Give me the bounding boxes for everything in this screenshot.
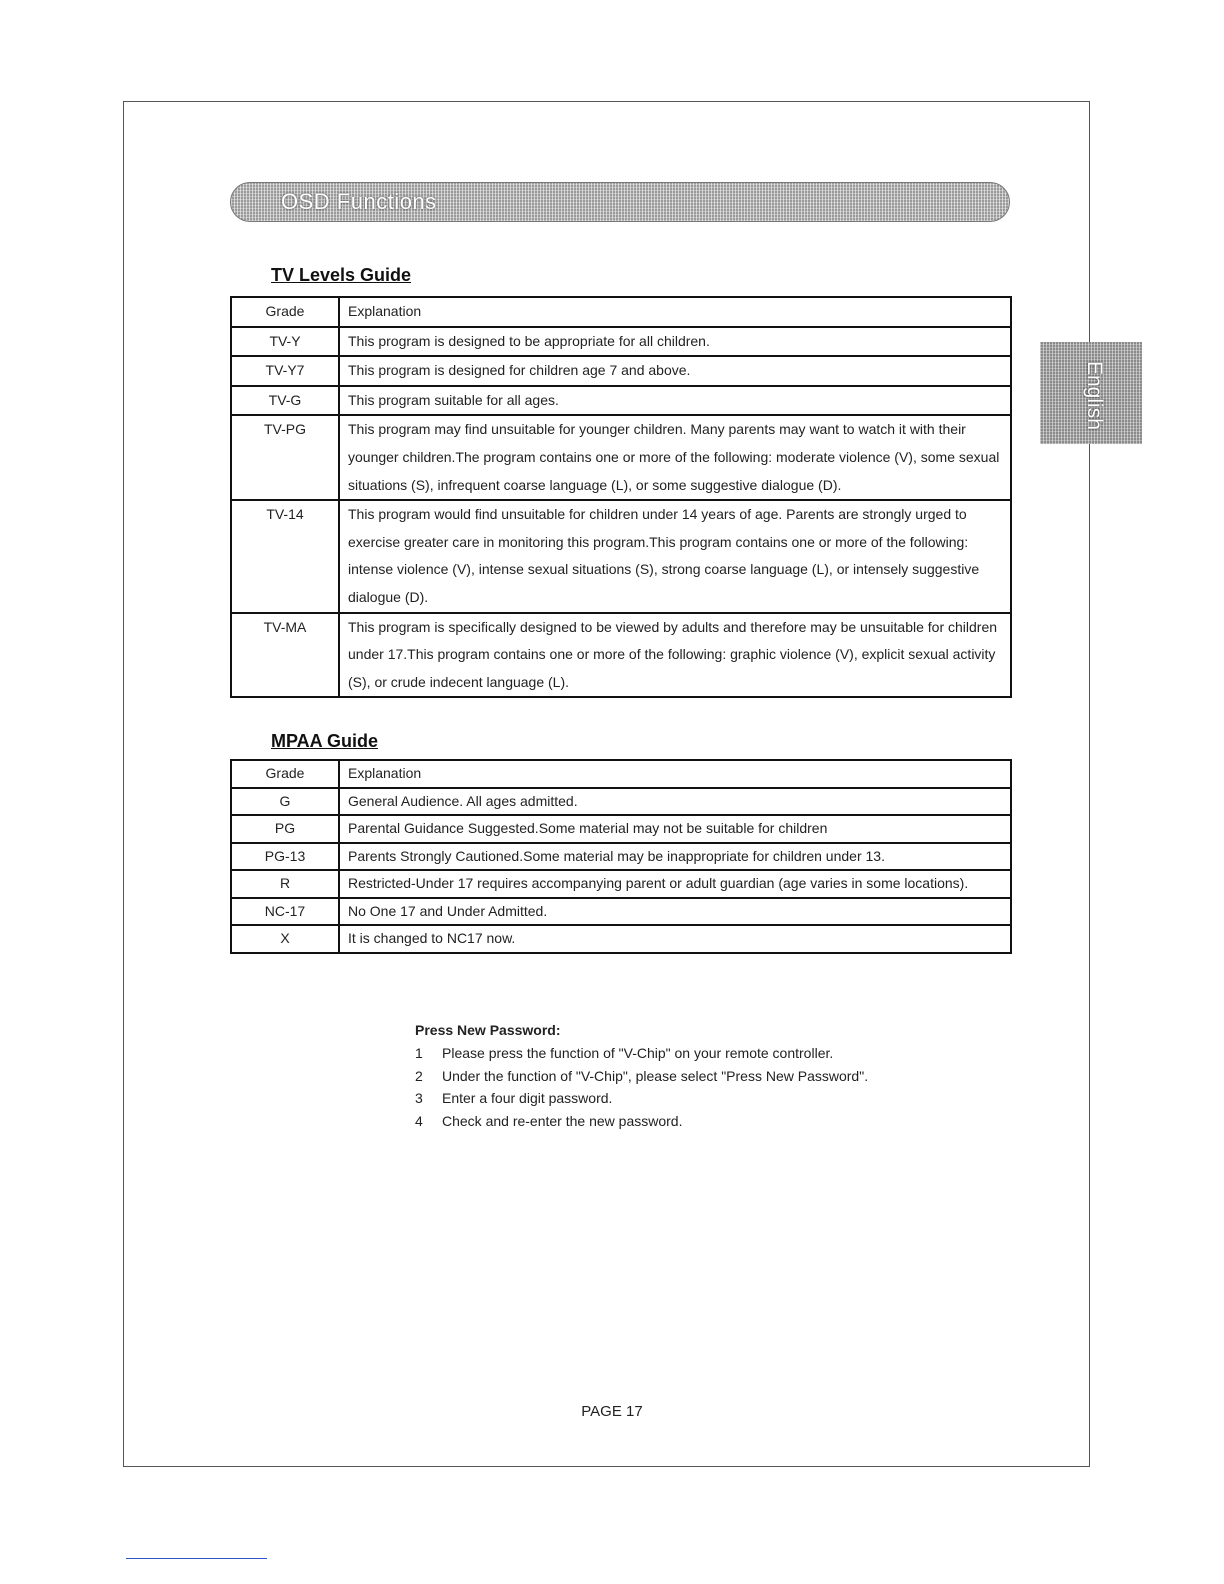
table-row — [231, 898, 1011, 926]
language-tab-label: English — [1083, 360, 1106, 430]
table-row — [231, 327, 1011, 357]
grade-cell: G — [231, 788, 339, 816]
password-instructions — [415, 1022, 868, 1132]
explanation-cell: This program is specifically designed to be viewed by adults and therefore may be unsuitable for children under 17.This program contains one or more of the following: graphic violence (V), explicit sexual activity (S), or crude indecent language (L). — [339, 613, 1011, 698]
grade-cell: PG-13 — [231, 843, 339, 871]
table-row — [231, 870, 1011, 898]
tv-levels-title: TV Levels Guide — [271, 265, 412, 285]
list-item — [415, 1110, 868, 1133]
table-row — [231, 386, 1011, 416]
table-row — [231, 788, 1011, 816]
grade-cell: TV-G — [231, 386, 339, 416]
step-text: Enter a four digit password. — [442, 1090, 613, 1107]
grade-header: Grade — [231, 760, 339, 788]
password-title: Press New Password: — [415, 1022, 561, 1038]
grade-cell: R — [231, 870, 339, 898]
explanation-header: Explanation — [339, 760, 1011, 788]
table-row — [231, 500, 1011, 612]
tv-levels-table — [230, 296, 1012, 698]
explanation-cell: No One 17 and Under Admitted. — [339, 898, 1011, 926]
grade-cell: PG — [231, 815, 339, 843]
explanation-cell: This program may find unsuitable for younger children. Many parents may want to watch it with their younger children.The program contains one or more of the following: moderate violence (V), some sexual situations (S), infrequent coarse language (L), or some suggestive dialogue (D). — [339, 415, 1011, 500]
table-header-row — [231, 297, 1011, 327]
section-banner — [230, 182, 1010, 222]
table-row — [231, 356, 1011, 386]
explanation-cell: This program suitable for all ages. — [339, 386, 1011, 416]
grade-cell: TV-Y — [231, 327, 339, 357]
grade-cell: NC-17 — [231, 898, 339, 926]
step-number: 1 — [415, 1045, 423, 1061]
list-item — [415, 1042, 868, 1065]
mpaa-title: MPAA Guide — [271, 731, 378, 751]
table-row — [231, 843, 1011, 871]
explanation-cell: This program is designed for children age 7 and above. — [339, 356, 1011, 386]
explanation-cell: It is changed to NC17 now. — [339, 925, 1011, 953]
list-item — [415, 1087, 868, 1110]
step-text: Check and re-enter the new password. — [442, 1112, 683, 1129]
step-text: Under the function of "V-Chip", please select "Press New Password". — [442, 1067, 869, 1084]
page-number: PAGE 17 — [581, 1403, 643, 1420]
step-number: 2 — [415, 1067, 423, 1084]
explanation-cell: General Audience. All ages admitted. — [339, 788, 1011, 816]
explanation-cell: Restricted-Under 17 requires accompanying parent or adult guardian (age varies in some locations). — [339, 870, 1011, 898]
explanation-cell: Parents Strongly Cautioned.Some material may be inappropriate for children under 13. — [339, 843, 1011, 871]
grade-cell: TV-Y7 — [231, 356, 339, 386]
table-header-row — [231, 760, 1011, 788]
explanation-cell: This program is designed to be appropriate for all children. — [339, 327, 1011, 357]
table-row — [231, 925, 1011, 953]
step-number: 3 — [415, 1090, 423, 1107]
banner-title: OSD Functions — [281, 189, 437, 214]
grade-cell: TV-MA — [231, 613, 339, 698]
explanation-cell: This program would find unsuitable for children under 14 years of age. Parents are strongly urged to exercise greater care in monitoring this program.This program contains one or more of the following: intense violence (V), intense sexual situations (S), strong coarse language (L), or intensely suggestive dialogue (D). — [339, 500, 1011, 612]
grade-cell: X — [231, 925, 339, 953]
explanation-cell: Parental Guidance Suggested.Some material may not be suitable for children — [339, 815, 1011, 843]
grade-cell: TV-14 — [231, 500, 339, 612]
table-row — [231, 815, 1011, 843]
step-number: 4 — [415, 1112, 423, 1129]
footer-divider — [126, 1558, 267, 1559]
mpaa-table — [230, 759, 1012, 954]
explanation-header: Explanation — [339, 297, 1011, 327]
table-row — [231, 415, 1011, 500]
grade-header: Grade — [231, 297, 339, 327]
step-text: Please press the function of "V-Chip" on your remote controller. — [442, 1045, 834, 1061]
table-row — [231, 613, 1011, 698]
list-item — [415, 1065, 868, 1088]
grade-cell: TV-PG — [231, 415, 339, 500]
